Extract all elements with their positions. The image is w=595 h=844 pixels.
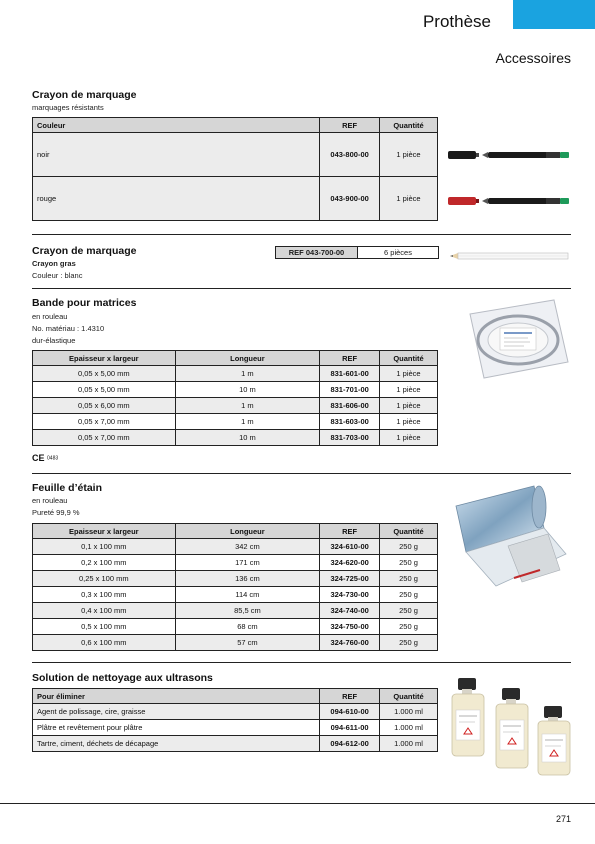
cell-ref: 094-610-00 [320, 704, 380, 720]
col-ref: REF [320, 689, 380, 704]
ref-value: REF 043-700-00 [276, 247, 358, 258]
cell-len: 136 cm [175, 571, 320, 587]
cell-len: 85,5 cm [175, 603, 320, 619]
cell-dim: 0,4 x 100 mm [33, 603, 176, 619]
table-row [33, 177, 438, 221]
section-line-3: dur-élastique [32, 336, 76, 345]
ce-symbol: CE [32, 453, 45, 463]
table-row [33, 382, 438, 398]
section-line-2: Couleur : blanc [32, 271, 83, 280]
cell-qty: 250 g [380, 635, 438, 651]
white-pencil-image [448, 251, 572, 261]
cell-qty: 250 g [380, 603, 438, 619]
table-row [33, 133, 438, 177]
table-row [33, 555, 438, 571]
table-row [33, 720, 438, 736]
header-accent-tab [513, 0, 595, 29]
cell-ref: 324-610-00 [320, 539, 380, 555]
cell-ref: 094-612-00 [320, 736, 380, 752]
cell-ref: 831-703-00 [320, 430, 380, 446]
section-subtitle: marquages résistants [32, 103, 104, 112]
cell-qty: 1.000 ml [380, 736, 438, 752]
cell-dim: 0,05 x 6,00 mm [33, 398, 176, 414]
cell-ref: 831-701-00 [320, 382, 380, 398]
ce-mark [32, 453, 58, 463]
col-quantite: Quantité [380, 351, 438, 366]
cell-qty: 250 g [380, 571, 438, 587]
section-title-solution-nettoyage: Solution de nettoyage aux ultrasons [32, 672, 213, 684]
table-row [33, 587, 438, 603]
cell-dim: 0,5 x 100 mm [33, 619, 176, 635]
col-epaisseur: Epaisseur x largeur [33, 524, 176, 539]
cell-qty: 250 g [380, 555, 438, 571]
red-marker-image [446, 192, 572, 210]
col-longueur: Longueur [175, 351, 320, 366]
cell-dim: 0,3 x 100 mm [33, 587, 176, 603]
section-line-2: No. matériau : 1.4310 [32, 324, 105, 333]
table-row [33, 603, 438, 619]
cell-dim: 0,2 x 100 mm [33, 555, 176, 571]
cell-use: Plâtre et revêtement pour plâtre [33, 720, 320, 736]
col-quantite: Quantité [380, 524, 438, 539]
page-number: 271 [555, 814, 571, 824]
page-subtitle: Accessoires [495, 50, 571, 66]
section-divider [32, 288, 571, 289]
cell-couleur: rouge [33, 177, 320, 221]
cell-qty: 1 pièce [380, 366, 438, 382]
cell-len: 57 cm [175, 635, 320, 651]
cell-ref: 831-603-00 [320, 414, 380, 430]
cleaning-solution-table [32, 688, 438, 752]
cell-ref: 043-800-00 [320, 133, 380, 177]
cell-len: 10 m [175, 430, 320, 446]
section-divider [32, 234, 571, 235]
table-row [33, 571, 438, 587]
ce-number: 0483 [47, 455, 59, 462]
section-title-crayon-gras: Crayon de marquage [32, 245, 137, 257]
ref-box [275, 246, 439, 259]
cell-qty: 1 pièce [380, 177, 438, 221]
black-marker-image [446, 146, 572, 164]
section-line-1: Crayon gras [32, 259, 76, 268]
table-row [33, 736, 438, 752]
cell-ref: 831-601-00 [320, 366, 380, 382]
cell-qty: 1 pièce [380, 414, 438, 430]
col-quantite: Quantité [380, 118, 438, 133]
cell-ref: 324-750-00 [320, 619, 380, 635]
cell-dim: 0,25 x 100 mm [33, 571, 176, 587]
col-longueur: Longueur [175, 524, 320, 539]
cell-qty: 250 g [380, 539, 438, 555]
cell-len: 1 m [175, 398, 320, 414]
section-title-feuille-etain: Feuille d’étain [32, 482, 103, 494]
table-row [33, 414, 438, 430]
section-divider [32, 662, 571, 663]
col-pour-eliminer: Pour éliminer [33, 689, 320, 704]
cell-qty: 250 g [380, 619, 438, 635]
cell-qty: 250 g [380, 587, 438, 603]
section-title-bande-matrices: Bande pour matrices [32, 297, 137, 309]
section-line-1: en rouleau [32, 312, 68, 321]
cell-qty: 1 pièce [380, 398, 438, 414]
cell-ref: 043-900-00 [320, 177, 380, 221]
table-row [33, 619, 438, 635]
col-couleur: Couleur [33, 118, 320, 133]
cell-len: 114 cm [175, 587, 320, 603]
section-line-2: Pureté 99,9 % [32, 508, 80, 517]
section-divider [32, 473, 571, 474]
cell-dim: 0,6 x 100 mm [33, 635, 176, 651]
cell-use: Tartre, ciment, déchets de décapage [33, 736, 320, 752]
cell-ref: 831-606-00 [320, 398, 380, 414]
cell-dim: 0,1 x 100 mm [33, 539, 176, 555]
matrix-band-table [32, 350, 438, 446]
qty-value: 6 pièces [384, 248, 412, 257]
tin-foil-table [32, 523, 438, 651]
cleaning-bottles-image [448, 676, 572, 776]
cell-len: 68 cm [175, 619, 320, 635]
table-row [33, 430, 438, 446]
tin-foil-roll-image [452, 482, 572, 594]
crayon-table [32, 117, 438, 221]
col-ref: REF [320, 524, 380, 539]
cell-len: 1 m [175, 366, 320, 382]
footer-divider [0, 803, 595, 804]
table-row [33, 635, 438, 651]
table-row [33, 539, 438, 555]
col-ref: REF [320, 118, 380, 133]
cell-len: 1 m [175, 414, 320, 430]
page-title: Prothèse [422, 12, 491, 31]
matrix-band-package-image [456, 296, 572, 382]
cell-qty: 1.000 ml [380, 704, 438, 720]
cell-qty: 1 pièce [380, 382, 438, 398]
cell-ref: 324-725-00 [320, 571, 380, 587]
cell-ref: 324-740-00 [320, 603, 380, 619]
cell-len: 171 cm [175, 555, 320, 571]
table-row [33, 366, 438, 382]
section-title-crayon-marquage: Crayon de marquage [32, 89, 137, 101]
cell-use: Agent de polissage, cire, graisse [33, 704, 320, 720]
table-row [33, 704, 438, 720]
col-epaisseur: Epaisseur x largeur [33, 351, 176, 366]
cell-ref: 094-611-00 [320, 720, 380, 736]
cell-len: 342 cm [175, 539, 320, 555]
cell-qty: 1 pièce [380, 133, 438, 177]
cell-ref: 324-620-00 [320, 555, 380, 571]
col-quantite: Quantité [380, 689, 438, 704]
cell-ref: 324-730-00 [320, 587, 380, 603]
cell-dim: 0,05 x 5,00 mm [33, 366, 176, 382]
section-line-1: en rouleau [32, 496, 68, 505]
cell-dim: 0,05 x 5,00 mm [33, 382, 176, 398]
cell-dim: 0,05 x 7,00 mm [33, 430, 176, 446]
col-ref: REF [320, 351, 380, 366]
cell-len: 10 m [175, 382, 320, 398]
cell-qty: 1.000 ml [380, 720, 438, 736]
cell-dim: 0,05 x 7,00 mm [33, 414, 176, 430]
cell-qty: 1 pièce [380, 430, 438, 446]
cell-ref: 324-760-00 [320, 635, 380, 651]
table-row [33, 398, 438, 414]
cell-couleur: noir [33, 133, 320, 177]
